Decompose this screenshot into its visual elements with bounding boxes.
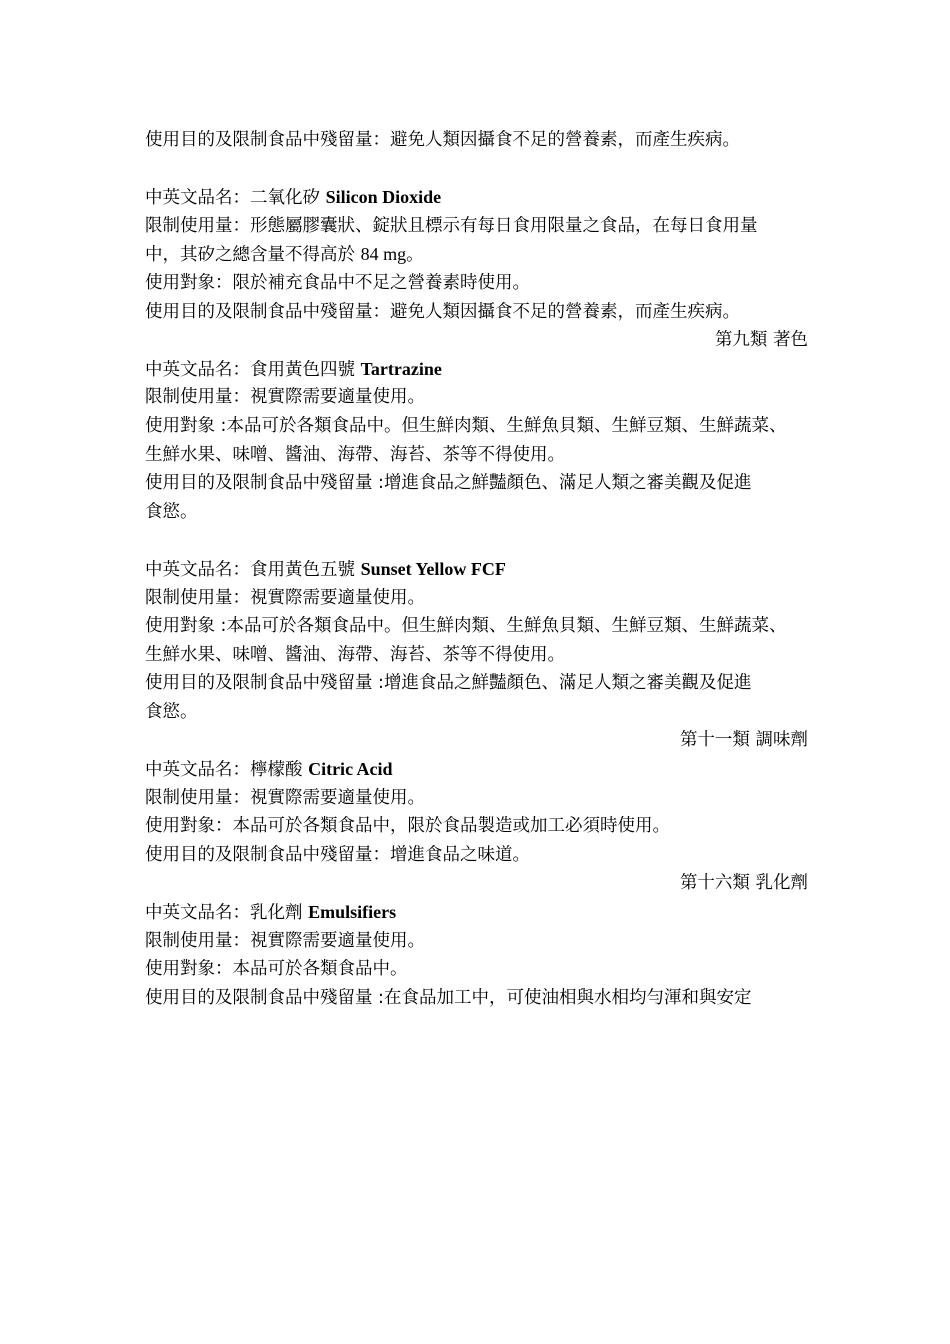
purpose-line: 使用目的及限制食品中殘留量 :增進食品之鮮豔顏色、滿足人類之審美觀及促進 <box>145 673 752 694</box>
product-name-en: Silicon Dioxide <box>325 187 442 208</box>
limit-value: 84 mg <box>360 244 407 265</box>
category-heading: 第十六類 乳化劑 <box>679 873 808 894</box>
product-name-en: Sunset Yellow FCF <box>360 558 506 579</box>
product-name-zh: 食用黃色四號 <box>250 359 361 380</box>
product-name-label: 中英文品名： <box>145 359 250 380</box>
purpose-line-continued: 食慾。 <box>145 701 198 722</box>
limit-line: 限制使用量：視實際需要適量使用。 <box>145 387 425 408</box>
purpose-line: 使用目的及限制食品中殘留量：增進食品之味道。 <box>145 844 530 865</box>
category-heading: 第九類 著色 <box>714 330 808 351</box>
product-name-line <box>145 755 808 784</box>
purpose-line: 使用目的及限制食品中殘留量：避免人類因攝食不足的營養素，而產生疾病。 <box>145 130 740 150</box>
product-name-label: 中英文品名： <box>145 188 250 209</box>
target-line-continued: 生鮮水果、味噌、醬油、海帶、海苔、茶等不得使用。 <box>145 444 565 465</box>
blank-line <box>145 155 808 184</box>
product-name-line <box>145 555 808 584</box>
product-name-zh: 食用黃色五號 <box>250 559 361 580</box>
target-line: 使用對象：本品可於各類食品中。 <box>145 959 408 980</box>
product-name-label: 中英文品名： <box>145 903 250 924</box>
target-line: 使用對象 :本品可於各類食品中。但生鮮肉類、生鮮魚貝類、生鮮豆類、生鮮蔬菜、 <box>145 616 787 637</box>
product-name-en: Tartrazine <box>360 358 442 379</box>
document-page <box>145 126 808 1012</box>
product-name-zh: 二氧化矽 <box>250 188 326 209</box>
product-name-en: Citric Acid <box>308 759 393 780</box>
target-line-continued: 生鮮水果、味噌、醬油、海帶、海苔、茶等不得使用。 <box>145 644 565 665</box>
limit-text: 中，其矽之總含量不得高於 <box>145 245 361 266</box>
limit-line: 限制使用量：視實際需要適量使用。 <box>145 787 425 808</box>
purpose-line-continued: 食慾。 <box>145 501 198 522</box>
product-name-zh: 乳化劑 <box>250 903 309 924</box>
limit-line: 限制使用量：形態屬膠囊狀、錠狀且標示有每日食用限量之食品，在每日食用量 <box>145 215 758 236</box>
purpose-line: 使用目的及限制食品中殘留量 :在食品加工中，可使油相與水相均勻渾和與安定 <box>145 987 752 1008</box>
product-name-label: 中英文品名： <box>145 760 250 781</box>
product-name-line <box>145 898 808 927</box>
product-name-en: Emulsifiers <box>308 902 397 923</box>
target-line: 使用對象：本品可於各類食品中，限於食品製造或加工必須時使用。 <box>145 816 670 837</box>
product-name-line <box>145 183 808 212</box>
product-name-zh: 檸檬酸 <box>250 760 309 781</box>
purpose-line: 使用目的及限制食品中殘留量 :增進食品之鮮豔顏色、滿足人類之審美觀及促進 <box>145 473 752 494</box>
target-line: 使用對象：限於補充食品中不足之營養素時使用。 <box>145 272 530 293</box>
product-name-label: 中英文品名： <box>145 559 250 580</box>
limit-end: 。 <box>406 245 424 266</box>
product-name-line <box>145 355 808 384</box>
limit-line-continued <box>145 240 808 269</box>
limit-line: 限制使用量：視實際需要適量使用。 <box>145 587 425 608</box>
target-line: 使用對象 :本品可於各類食品中。但生鮮肉類、生鮮魚貝類、生鮮豆類、生鮮蔬菜、 <box>145 415 787 436</box>
category-heading: 第十一類 調味劑 <box>679 730 808 751</box>
purpose-line: 使用目的及限制食品中殘留量：避免人類因攝食不足的營養素，而產生疾病。 <box>145 301 740 322</box>
blank-line <box>145 526 808 555</box>
limit-line: 限制使用量：視實際需要適量使用。 <box>145 930 425 951</box>
